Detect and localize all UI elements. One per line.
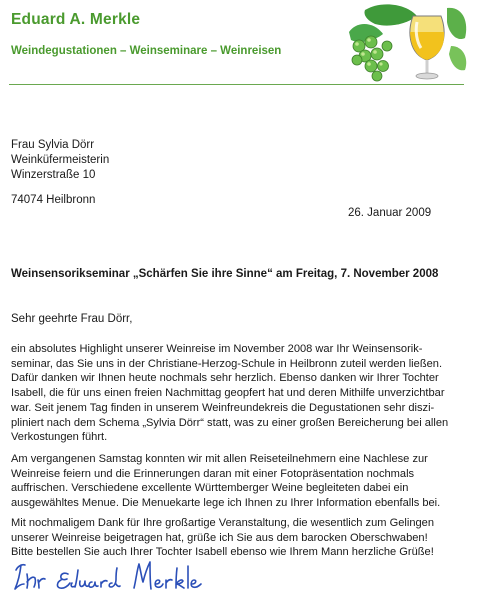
paragraph-line: ausgewähltes Menue. Die Menuekarte lege ich Ihnen zu Ihrer Information ebenfalls bei. [11, 497, 441, 510]
paragraph-line: Dafür danken wir Ihnen heute nochmals sehr herzlich. Ebenso danken wir Ihrer Tochter [11, 372, 439, 385]
paragraph-line: war. Seit jenem Tag finden in unserem Weinfreundekreis die Degustationen sehr diszi- [11, 401, 435, 414]
letterhead-tagline: Weindegustationen – Weinseminare – Weinreisen [11, 45, 282, 57]
handwritten-signature [12, 556, 212, 596]
body-paragraph-1 [11, 342, 480, 445]
paragraph-line: auffrischen. Verschiedene excellente Württemberger Weine begleiteten dabei ein [11, 482, 409, 495]
paragraph-line: ein absolutes Highlight unserer Weinreise im November 2008 war Ihr Weinsensorik- [11, 343, 423, 355]
salutation: Sehr geehrte Frau Dörr, [11, 313, 133, 325]
paragraph-line: pliniert nach dem Schema „Sylvia Dörr“ statt, was zu einer großen Bereicherung bei allen [11, 416, 449, 429]
paragraph-line: Am vergangenen Samstag konnten wir mit allen Reiseteilnehmern eine Nachlese zur [11, 453, 428, 465]
recipient-name: Frau Sylvia Dörr [11, 139, 95, 151]
paragraph-line: Mit nochmaligem Dank für Ihre großartige Veranstaltung, die wesentlich zum Gelingen [11, 517, 435, 529]
recipient-street: Winzerstraße 10 [11, 169, 96, 181]
recipient-city: 74074 Heilbronn [11, 194, 96, 206]
wine-glass-grapes-logo [347, 2, 469, 82]
paragraph-line: Weinreise feiern und die Erinnerungen daran mit einer Fotopräsentation nochmals [11, 467, 415, 480]
paragraph-line: unserer Weinreise beigetragen hat, grüße ich Sie aus dem barocken Oberschwaben! [11, 531, 428, 544]
letter-subject: Weinsensorikseminar „Schärfen Sie ihre Sinne“ am Freitag, 7. November 2008 [11, 268, 439, 280]
body-paragraph-2 [11, 452, 480, 511]
paragraph-line: Verkostungen führt. [11, 431, 108, 444]
letterhead-name: Eduard A. Merkle [11, 11, 141, 28]
paragraph-line: Isabell, die für uns einen freien Nachmittag geopfert hat und deren Mithilfe unverzichtbar [11, 387, 445, 400]
body-paragraph-3 [11, 516, 480, 560]
recipient-title: Weinküfermeisterin [11, 154, 110, 166]
header-divider [9, 84, 464, 85]
letter-date: 26. Januar 2009 [348, 207, 432, 219]
paragraph-line: seminar, das Sie uns in der Christiane-Herzog-Schule in Heilbronn zuteil werden ließen. [11, 357, 443, 370]
paragraph-line: Bitte bestellen Sie auch Ihrer Tochter Isabell ebenso wie Ihrem Mann herzliche Grüße! [11, 546, 434, 559]
